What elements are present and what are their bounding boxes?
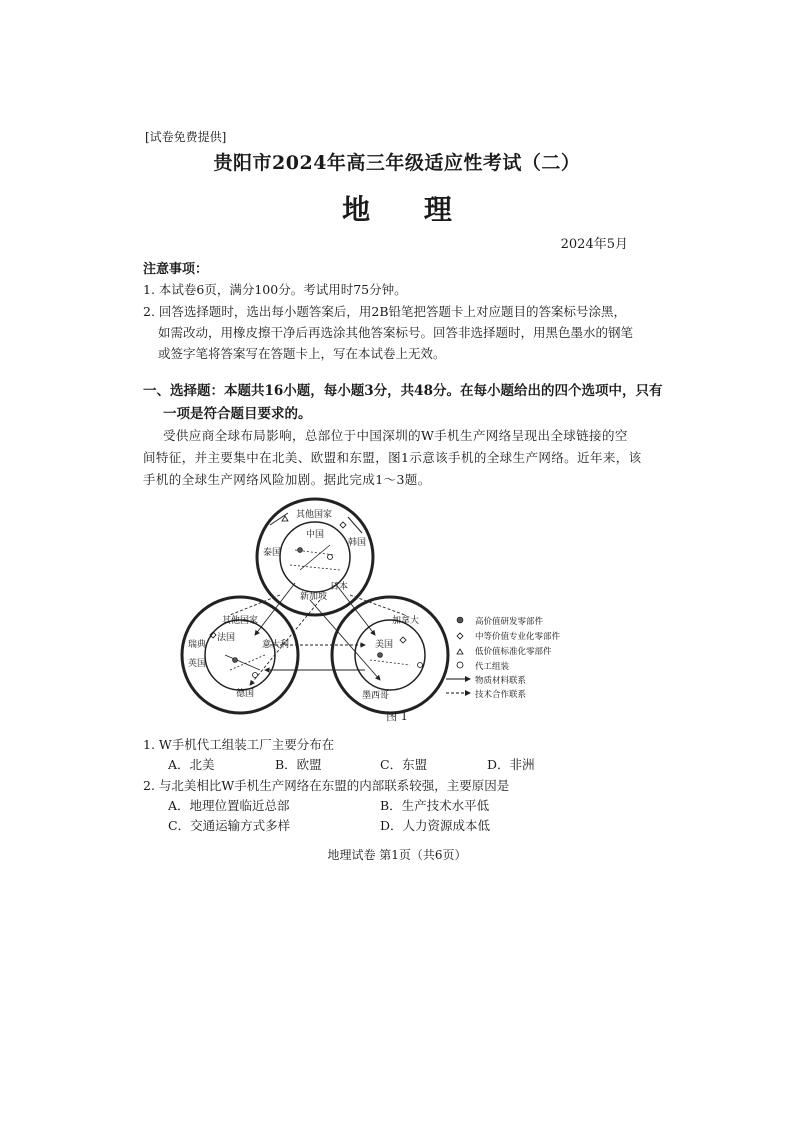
notice-heading: 注意事项： [143, 262, 209, 277]
source-tag: [试卷免费提供] [145, 130, 227, 144]
legend-label-3: 低价值标准化零部件 [475, 647, 552, 657]
legend-label-4: 代工组装 [475, 662, 510, 672]
passage-line-2: 间特征，并主要集中在北美、欧盟和东盟，图1示意该手机的全球生产网络。近年来，该 [143, 450, 642, 465]
passage-line-3: 手机的全球生产网络风险加剧。据此完成1～3题。 [143, 472, 431, 487]
section-heading: 一、选择题：本题共16小题，每小题3分，共48分。在每小题给出的四个选项中，只有 [143, 383, 663, 399]
question-2-stem: 2. 与北美相比W手机生产网络在东盟的内部联系较强，主要原因是 [143, 778, 510, 793]
notice-line-3: 如需改动，用橡皮擦干净后再选涂其他答案标号。回答非选择题时，用黑色墨水的钢笔 [158, 325, 634, 340]
legend-label-6: 技术合作联系 [475, 690, 527, 700]
label-korea: 韩国 [348, 538, 367, 548]
label-uk: 英国 [188, 659, 207, 669]
circle-north-america [332, 597, 448, 713]
legend-filled-circle-icon [457, 617, 463, 623]
legend [446, 616, 561, 700]
legend-open-circle-icon [457, 662, 463, 668]
label-singapore: 新加坡 [300, 592, 328, 602]
question-1-option-b: B．欧盟 [275, 757, 322, 772]
question-1-option-c: C．东盟 [380, 757, 428, 772]
question-2-option-c: C．交通运输方式多样 [168, 818, 291, 833]
question-1-stem: 1. W手机代工组装工厂主要分布在 [143, 737, 335, 752]
production-network-figure [170, 495, 590, 725]
label-sweden: 瑞典 [188, 640, 207, 650]
legend-label-2: 中等价值专业化零部件 [475, 632, 561, 642]
circle-eu [182, 597, 298, 713]
label-germany: 德国 [236, 689, 255, 699]
label-other-asia: 其他国家 [296, 510, 333, 520]
label-japan: 日本 [330, 582, 349, 592]
question-2-option-b: B．生产技术水平低 [380, 798, 490, 813]
label-thailand: 泰国 [263, 548, 282, 558]
legend-label-1: 高价值研发零部件 [475, 617, 544, 627]
question-2-option-d: D．人力资源成本低 [380, 818, 491, 833]
label-france: 法国 [217, 633, 236, 643]
notice-line-2: 2. 回答选择题时，选出每小题答案后，用2B铅笔把答题卡上对应题目的答案标号涂黑， [143, 304, 627, 319]
label-usa: 美国 [375, 640, 394, 650]
passage-line-1: 受供应商全球布局影响，总部位于中国深圳的W手机生产网络呈现出全球链接的空 [163, 428, 628, 443]
label-canada: 加拿大 [392, 616, 420, 626]
legend-triangle-icon [457, 649, 463, 654]
section-heading-cont: 一项是符合题目要求的。 [163, 406, 312, 422]
notice-line-4: 或签字笔将答案写在答题卡上，写在本试卷上无效。 [158, 346, 446, 361]
legend-diamond-icon [457, 633, 463, 639]
legend-label-5: 物质材料联系 [475, 676, 527, 686]
page-footer: 地理试卷 第1页（共6页） [327, 848, 467, 862]
notice-line-1: 1. 本试卷6页，满分100分。考试用时75分钟。 [143, 282, 407, 297]
label-china: 中国 [306, 530, 325, 540]
question-2-option-a: A．地理位置临近总部 [168, 798, 290, 813]
exam-title: 贵阳市2024年高三年级适应性考试（二） [213, 152, 581, 174]
label-italy: 意大利 [262, 640, 290, 650]
exam-date: 2024年5月 [560, 237, 628, 252]
question-1-option-d: D．非洲 [487, 757, 535, 772]
question-1-option-a: A．北美 [168, 757, 215, 772]
figure-caption: 图 1 [386, 710, 408, 723]
subject-title: 地 理 [342, 193, 474, 226]
label-other-eu: 其他国家 [222, 616, 259, 626]
label-mexico: 墨西哥 [362, 691, 390, 701]
